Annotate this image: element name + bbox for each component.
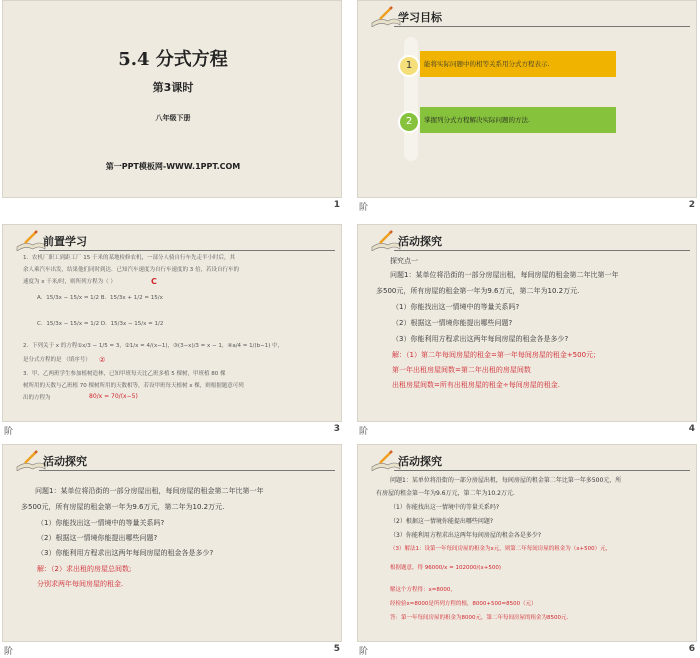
footer-left: 阶: [359, 203, 369, 213]
question-line: 问题1：某单位将沿街的一部分房屋出租，每间房屋的租金第二年比第一年: [390, 271, 619, 279]
question-line: 1．农机厂职工到距工厂 15 千米的某地检修农机，一部分人骑自行车先走半小时后，其: [23, 255, 235, 261]
page-number: 3: [333, 424, 340, 434]
question-line: （3）你能利用方程求出这两年每间房屋的租金各是多少?: [392, 335, 569, 343]
question-line: 是分式方程的是 （填序号）: [23, 357, 91, 363]
slide-4-footer: [357, 424, 697, 438]
header-divider: [39, 470, 335, 471]
slide-1-footer: [2, 200, 342, 214]
question-line: 问题1：某单位将沿街的一部分房屋出租，每间房屋的租金第二年比第一年: [35, 487, 264, 495]
page-number: 1: [333, 200, 340, 210]
slide-3[interactable]: [2, 224, 342, 422]
footer-left: 阶: [359, 647, 369, 657]
answer-2: ②: [99, 356, 106, 364]
slide-header: [370, 5, 690, 29]
header-divider: [39, 250, 335, 251]
slide-header: [370, 229, 690, 253]
question-line: 有房屋的租金第一年为9.6万元，第二年为10.2万元.: [376, 490, 515, 497]
slide-header: [15, 229, 335, 253]
slide-2-footer: [357, 200, 697, 214]
question-line: 速度为 x 千米/时，则所列方程为（ ）: [23, 279, 116, 285]
question-line: 问题1：某单位将沿街的一部分房屋出租，每间房屋的租金第二年比第一年多500元，所: [390, 477, 622, 484]
slide-5-footer: [2, 644, 342, 658]
slide-5[interactable]: [2, 444, 342, 642]
question-line: 余人乘汽车出发，结果他们同时到达．已知汽车速度为自行车速度的 3 倍，若设自行车的: [23, 267, 239, 273]
slide-header: [370, 449, 690, 473]
goal-1-circle: 1: [398, 55, 420, 77]
section-label: 探究点一: [390, 257, 418, 265]
footer-left: 阶: [4, 647, 14, 657]
grade-label: 八年级下册: [155, 114, 191, 122]
goal-1-text: 能将实际问题中的相等关系用分式方程表示.: [424, 60, 550, 68]
answer-line: 分别求两年每间房屋的租金.: [37, 580, 124, 588]
page-number: 5: [333, 644, 340, 654]
answer-line: 经检验x=8000是所列方程的根，8000+500=8500（元）: [390, 601, 537, 607]
slide-6-footer: [357, 644, 697, 658]
header-title: 前置学习: [43, 235, 87, 248]
answer-line: 解这个方程得：x=8000，: [390, 587, 456, 593]
header-divider: [394, 250, 690, 251]
slide-2[interactable]: [357, 0, 697, 198]
answer-line: 答：第一年每间房屋的租金为8000元，第二年每间房屋的租金为8500元.: [390, 615, 569, 621]
header-title: 活动探究: [43, 455, 87, 468]
option-line: C．15/3x − 15/x = 1/2 D．15/3x − 15/x = 1/2: [37, 321, 164, 327]
question-line: （1）你能找出这一情境中的等量关系吗?: [37, 519, 165, 527]
question-line: （2）根据这一情境你能提出哪些问题?: [392, 319, 513, 327]
answer-line: 第一年出租房屋间数=第二年出租的房屋间数: [392, 366, 531, 374]
slide-title: 5.4 分式方程: [118, 49, 228, 70]
question-line: 多500元，所有房屋的租金第一年为9.6万元，第二年为10.2万元.: [376, 287, 580, 295]
page-number: 2: [688, 200, 695, 210]
question-line: 3．甲、乙两班学生参加植树造林，已知甲班每天比乙班多植 5 棵树，甲班植 80 棵: [23, 371, 226, 377]
answer-line: （3）解法1：设第一年每间房屋的租金为x元，则第二年每间房屋的租金为（x+500）元，: [390, 546, 612, 552]
footer-left: 阶: [4, 427, 14, 437]
question-line: （3）你能利用方程求出这两年每间房屋的租金各是多少?: [37, 549, 214, 557]
page-number: 4: [688, 424, 695, 434]
option-line: A．15/3x − 15/x = 1/2 B．15/3x + 1/2 = 15/x: [37, 295, 163, 301]
answer-1: C: [151, 277, 157, 286]
question-line: 多500元，所有房屋的租金第一年为9.6万元，第二年为10.2万元.: [21, 503, 225, 511]
header-title: 学习目标: [398, 11, 442, 24]
slide-4[interactable]: [357, 224, 697, 422]
question-line: （3）你能利用方程求出这两年每间房屋的租金各是多少?: [390, 532, 542, 539]
header-title: 活动探究: [398, 235, 442, 248]
answer-line: 解：（1）第二年每间房屋的租金=第一年每间房屋的租金+500元；: [392, 351, 601, 359]
slide-header: [15, 449, 335, 473]
question-line: （2）根据这一情境你能提出哪些问题?: [390, 518, 494, 525]
question-line: 树所用的天数与乙班植 70 棵树所用的天数相等，若设甲班每天植树 x 棵，则根据题意可列: [23, 383, 244, 389]
answer-line: 解：（2）求出租的房屋总间数;: [37, 565, 132, 573]
header-title: 活动探究: [398, 455, 442, 468]
slide-3-footer: [2, 424, 342, 438]
question-line: （2）根据这一情境你能提出哪些问题?: [37, 534, 158, 542]
slide-subtitle: 第3课时: [152, 81, 194, 94]
slide-1[interactable]: [2, 0, 342, 198]
question-line: 2．下列关于 x 的方程①x/3 − 1/5 = 3，②1/x = 4/(x−1)，③(3−x)/3 = x − 1，④a/4 = 1/(b−1) 中，: [23, 343, 284, 349]
site-label: 第一PPT模板网-WWW.1PPT.COM: [105, 162, 241, 171]
header-divider: [394, 470, 690, 471]
slide-6[interactable]: [357, 444, 697, 642]
goal-2-circle: 2: [398, 111, 420, 133]
answer-line: 根据题意，得 96000/x = 102000/(x+500): [390, 565, 501, 571]
answer-3: 80/x = 70/(x−5): [89, 393, 138, 400]
question-line: （1）你能找出这一情境中的等量关系吗?: [392, 303, 520, 311]
question-line: 出的方程为: [23, 395, 51, 401]
goal-2-text: 掌握列分式方程解决实际问题的方法.: [424, 116, 531, 124]
question-line: （1）你能找出这一情境中的等量关系吗?: [390, 504, 500, 511]
footer-left: 阶: [359, 427, 369, 437]
page-number: 6: [688, 644, 695, 654]
answer-line: 出租房屋间数=所有出租房屋的租金÷每间房屋的租金.: [392, 381, 560, 389]
header-divider: [394, 26, 690, 27]
